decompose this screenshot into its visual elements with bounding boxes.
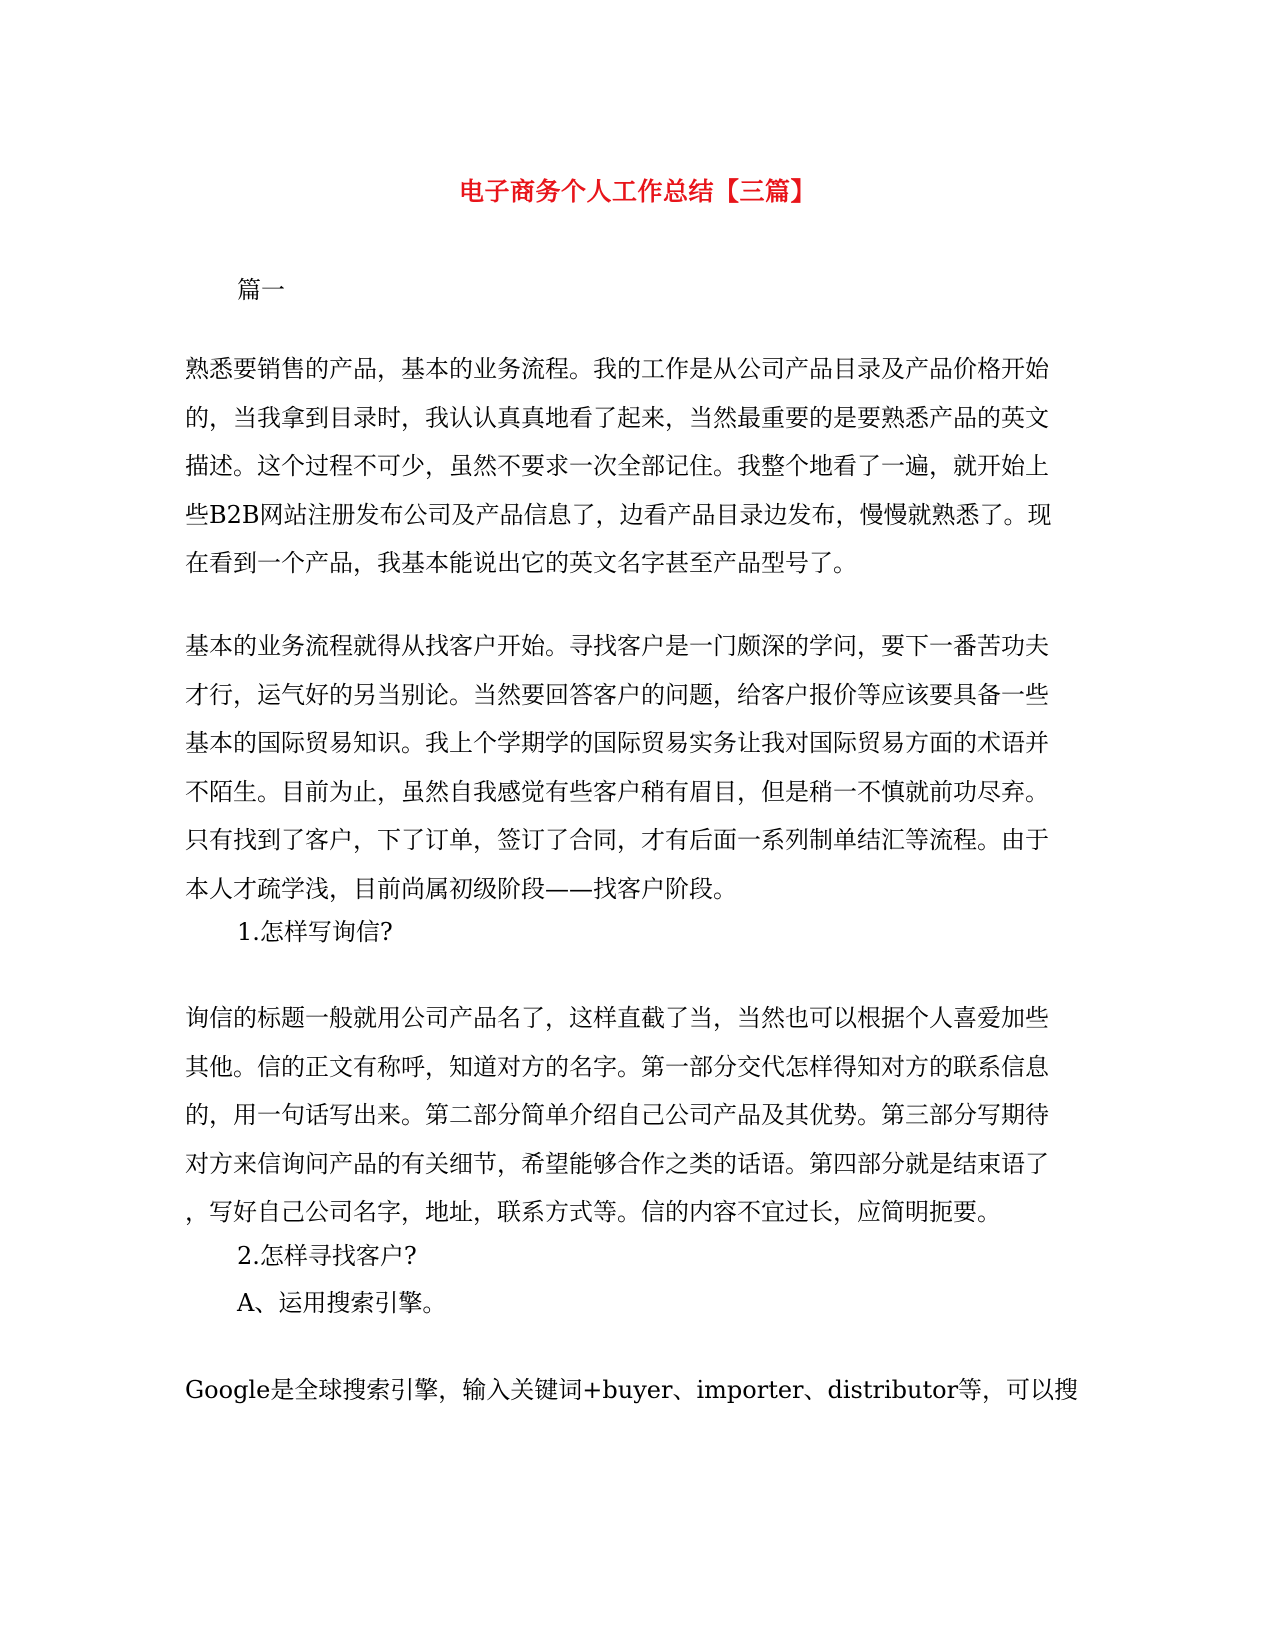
paragraph-line: 基本的业务流程就得从找客户开始。寻找客户是一门颇深的学问，要下一番苦功夫 <box>185 632 1049 660</box>
paragraph-line: 其他。信的正文有称呼，知道对方的名字。第一部分交代怎样得知对方的联系信息 <box>185 1052 1049 1081</box>
paragraph-line: 询信的标题一般就用公司产品名了，这样直截了当，当然也可以根据个人喜爱加些 <box>185 1004 1049 1032</box>
paragraph-4 <box>185 1366 1090 1415</box>
paragraph-line: Google是全球搜索引擎，输入关键词+buyer、importer、distributor等，可以搜 <box>185 1376 1079 1404</box>
paragraph-line: 只有找到了客户，下了订单，签订了合同，才有后面一系列制单结汇等流程。由于 <box>185 826 1049 855</box>
list-item-3: A、运用搜索引擎。 <box>237 1289 447 1317</box>
paragraph-line: 些B2B网站注册发布公司及产品信息了，边看产品目录边发布，慢慢就熟悉了。现 <box>185 500 1052 529</box>
paragraph-3 <box>185 994 1090 1237</box>
list-item-1: 1.怎样写询信? <box>237 918 393 946</box>
paragraph-line: 不陌生。目前为止，虽然自我感觉有些客户稍有眉目，但是稍一不慎就前功尽弃。 <box>185 777 1049 806</box>
list-item-2: 2.怎样寻找客户? <box>237 1242 417 1270</box>
paragraph-line: 对方来信询问产品的有关细节，希望能够合作之类的话语。第四部分就是结束语了 <box>185 1149 1049 1178</box>
document-title: 电子商务个人工作总结【三篇】 <box>458 177 816 206</box>
paragraph-line: 基本的国际贸易知识。我上个学期学的国际贸易实务让我对国际贸易方面的术语并 <box>185 729 1049 758</box>
paragraph-line: 熟悉要销售的产品，基本的业务流程。我的工作是从公司产品目录及产品价格开始 <box>185 355 1049 383</box>
paragraph-2 <box>185 622 1090 914</box>
paragraph-1 <box>185 345 1090 588</box>
paragraph-line: 本人才疏学浅，目前尚属初级阶段——找客户阶段。 <box>185 874 737 903</box>
paragraph-line: 在看到一个产品，我基本能说出它的英文名字甚至产品型号了。 <box>185 549 857 578</box>
paragraph-line: 的，用一句话写出来。第二部分简单介绍自己公司产品及其优势。第三部分写期待 <box>185 1101 1049 1130</box>
section-heading: 篇一 <box>237 276 285 304</box>
paragraph-line: 才行，运气好的另当别论。当然要回答客户的问题，给客户报价等应该要具备一些 <box>185 680 1049 709</box>
paragraph-line: 描述。这个过程不可少，虽然不要求一次全部记住。我整个地看了一遍，就开始上 <box>185 452 1049 481</box>
paragraph-line: ，写好自己公司名字，地址，联系方式等。信的内容不宜过长，应简明扼要。 <box>185 1198 1001 1227</box>
paragraph-line: 的，当我拿到目录时，我认认真真地看了起来，当然最重要的是要熟悉产品的英文 <box>185 403 1049 432</box>
